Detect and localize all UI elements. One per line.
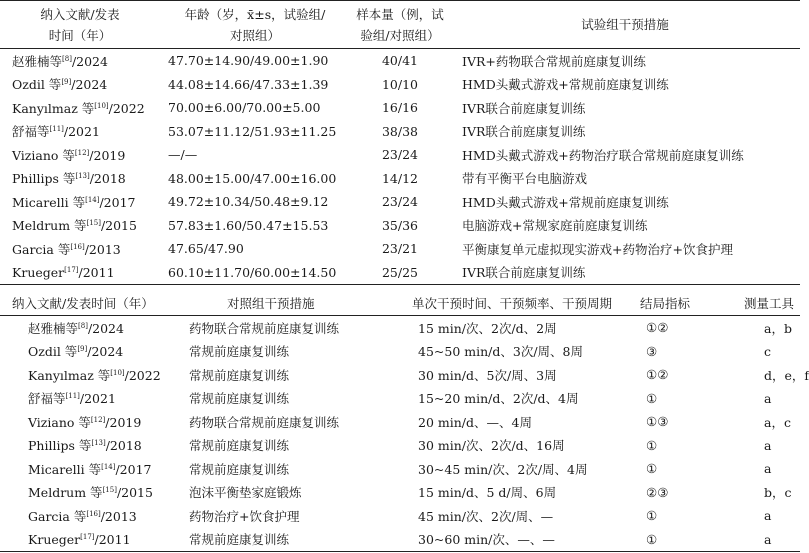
publication-year: /2015 [116, 485, 153, 501]
publication-year: /2018 [105, 438, 142, 454]
publication-year: /2018 [89, 171, 126, 187]
test-intervention-cell: HMD头戴式游戏+药物治疗联合常规前庭康复训练 [462, 147, 744, 163]
measurement-tool-cell: a [764, 437, 772, 453]
table-row [0, 481, 800, 505]
measurement-tool-cell: a [764, 461, 772, 477]
table-row [0, 316, 800, 340]
study-cell [0, 261, 160, 285]
author: Ozdil 等 [28, 344, 78, 360]
reference-marker: [9] [77, 345, 88, 354]
publication-year: /2017 [99, 194, 136, 210]
publication-year: /2019 [105, 414, 142, 430]
reference-marker: [15] [86, 219, 101, 228]
header-study: 纳入文献/发表 时间（年） [0, 1, 160, 49]
author: 赵雅楠等 [12, 53, 63, 69]
reference-marker: [14] [85, 195, 100, 204]
schedule-cell: 30~60 min/次、—、— [410, 528, 640, 552]
publication-year: /2013 [84, 241, 121, 257]
measurement-tool-cell: a [764, 390, 772, 406]
header-age: 年龄（岁，x̄±s，试验组/ 对照组） [160, 1, 350, 49]
sample-size-cell: 40/41 [381, 53, 419, 69]
reference-marker: [11] [49, 125, 64, 134]
header-sample: 样本量（例，试 验组/对照组） [350, 1, 450, 49]
study-cell [0, 214, 160, 238]
age-cell: 49.72±10.34/50.48±9.12 [168, 194, 329, 210]
header-outcome: 结局指标 [640, 290, 720, 316]
reference-marker: [8] [78, 321, 88, 330]
publication-year: /2011 [78, 264, 115, 280]
control-intervention-cell: 常规前庭康复训练 [185, 528, 410, 552]
table2-body [0, 316, 809, 552]
header-control-intervention: 对照组干预措施 [185, 290, 410, 316]
control-intervention-cell: 泡沫平衡垫家庭锻炼 [189, 485, 302, 501]
outcome-cell: ① [640, 528, 720, 552]
publication-year: /2013 [100, 508, 137, 524]
control-intervention-cell: 常规前庭康复训练 [189, 461, 290, 477]
table-row [0, 120, 800, 144]
control-intervention-cell: 常规前庭康复训练 [189, 438, 290, 454]
table-row [0, 237, 800, 261]
sample-size-cell: 10/10 [381, 76, 419, 92]
table-row [0, 504, 800, 528]
publication-year: /2021 [63, 124, 100, 140]
author: 赵雅楠等 [28, 320, 79, 336]
author: Micarelli 等 [12, 194, 86, 210]
author: Viziano 等 [12, 147, 75, 163]
study-cell [0, 143, 160, 167]
study-cell [0, 363, 185, 387]
publication-year: /2024 [71, 77, 108, 93]
study-cell [0, 410, 185, 434]
measurement-tool-cell: a，b [764, 320, 792, 336]
measurement-tool-cell: d，e，f [764, 367, 809, 383]
author: Kanyılmaz 等 [12, 100, 95, 116]
reference-marker: [16] [86, 509, 101, 518]
test-intervention-cell: HMD头戴式游戏+常规前庭康复训练 [462, 194, 669, 210]
publication-year: /2024 [71, 53, 108, 69]
sample-size-cell: 16/16 [381, 100, 419, 116]
age-cell: 57.83±1.60/50.47±15.53 [168, 217, 329, 233]
author: Krueger [12, 264, 65, 280]
study-cell [0, 528, 185, 552]
reference-marker: [15] [102, 486, 117, 495]
publication-year: /2011 [94, 531, 131, 547]
author: Micarelli 等 [28, 461, 102, 477]
measurement-tool-cell: c [764, 343, 772, 359]
schedule-cell: 30 min/d、5次/周、3周 [418, 367, 557, 383]
study-cell [0, 190, 160, 214]
publication-year: /2019 [89, 147, 126, 163]
sample-size-cell: 23/24 [381, 147, 419, 163]
test-intervention-cell: 电脑游戏+常规家庭前庭康复训练 [462, 218, 648, 234]
schedule-cell: 45~50 min/d、3次/周、8周 [418, 344, 583, 360]
publication-year: /2022 [124, 367, 161, 383]
control-intervention-cell: 常规前庭康复训练 [189, 344, 290, 360]
measurement-tool-cell: a [764, 508, 772, 524]
table2-header-row [0, 290, 800, 316]
publication-year: /2022 [108, 100, 145, 116]
table-row [0, 49, 800, 73]
sample-size-cell: 35/36 [381, 217, 419, 233]
table-row [0, 340, 800, 364]
outcome-cell: ③ [646, 343, 658, 359]
schedule-cell: 30~45 min/次、2次/周、4周 [418, 461, 588, 477]
study-cell [0, 316, 185, 340]
age-cell: 53.07±11.12/51.93±11.25 [168, 123, 337, 139]
table-row [0, 167, 800, 191]
reference-marker: [9] [61, 78, 72, 87]
control-intervention-cell: 药物联合常规前庭康复训练 [189, 320, 340, 336]
reference-marker: [13] [91, 439, 106, 448]
study-cell [0, 340, 185, 364]
table-row [0, 96, 800, 120]
table-row [0, 143, 800, 167]
header-test-intervention: 试验组干预措施 [450, 1, 800, 49]
publication-year: /2015 [100, 218, 137, 234]
study-cell [0, 387, 185, 411]
study-cell [0, 504, 185, 528]
table1-header-row [0, 1, 800, 49]
author: Meldrum 等 [28, 485, 103, 501]
header-schedule: 单次干预时间、干预频率、干预周期 [410, 290, 640, 316]
sample-size-cell: 38/38 [381, 123, 419, 139]
schedule-cell: 30 min/次、2次/d、16周 [418, 438, 565, 454]
study-cell [0, 434, 185, 458]
measurement-tool-cell: a [720, 528, 800, 552]
control-intervention-cell: 药物联合常规前庭康复训练 [189, 414, 340, 430]
table-row [0, 410, 800, 434]
reference-marker: [17] [64, 265, 79, 274]
reference-marker: [16] [70, 242, 85, 251]
author: 舒福等 [28, 391, 66, 407]
schedule-cell: 20 min/d、—、4周 [418, 414, 532, 430]
schedule-cell: 15 min/次、2次/d、2周 [418, 320, 557, 336]
study-cell [0, 237, 160, 261]
study-cell [0, 457, 185, 481]
table1-body [0, 49, 800, 285]
control-intervention-cell: 药物治疗+饮食护理 [189, 508, 300, 524]
author: Meldrum 等 [12, 218, 87, 234]
study-cell [0, 49, 160, 73]
publication-year: /2017 [115, 461, 152, 477]
test-intervention-cell: IVR联合前庭康复训练 [450, 261, 800, 285]
sample-size-cell: 23/21 [381, 241, 419, 257]
reference-marker: [10] [110, 368, 125, 377]
age-cell: —/— [168, 147, 198, 163]
measurement-tool-cell: b，c [764, 485, 792, 501]
reference-marker: [8] [62, 54, 72, 63]
outcome-cell: ①② [646, 367, 669, 383]
outcome-cell: ①② [646, 320, 669, 336]
reference-marker: [12] [90, 415, 106, 424]
reference-marker: [12] [74, 148, 90, 157]
control-intervention-cell: 常规前庭康复训练 [189, 367, 290, 383]
author: Phillips 等 [28, 438, 92, 454]
author: Krueger [28, 531, 81, 547]
table-row [0, 528, 800, 552]
age-cell: 47.65/47.90 [168, 241, 244, 257]
measurement-tool-cell: a，c [764, 414, 791, 430]
table-row [0, 261, 800, 285]
publication-year: /2024 [87, 344, 124, 360]
reference-marker: [14] [101, 462, 116, 471]
age-cell: 48.00±15.00/47.00±16.00 [168, 170, 337, 186]
table-row [0, 434, 800, 458]
test-intervention-cell: 带有平衡平台电脑游戏 [462, 171, 588, 187]
table-row [0, 457, 800, 481]
sample-size-cell: 23/24 [381, 194, 419, 210]
test-intervention-cell: IVR联合前庭康复训练 [462, 124, 586, 140]
author: Phillips 等 [12, 171, 76, 187]
sample-size-cell: 14/12 [381, 170, 419, 186]
test-intervention-cell: IVR+药物联合常规前庭康复训练 [462, 53, 646, 69]
table-row [0, 387, 800, 411]
table-row [0, 363, 800, 387]
age-cell: 44.08±14.66/47.33±1.39 [168, 76, 329, 92]
test-intervention-cell: IVR联合前庭康复训练 [462, 100, 586, 116]
table-row [0, 190, 800, 214]
study-cell [0, 167, 160, 191]
publication-year: /2024 [87, 320, 124, 336]
age-cell: 60.10±11.70/60.00±14.50 [160, 261, 350, 285]
publication-year: /2021 [79, 391, 116, 407]
age-cell: 47.70±14.90/49.00±1.90 [168, 53, 329, 69]
reference-marker: [13] [75, 172, 90, 181]
reference-marker: [10] [94, 101, 109, 110]
table-row [0, 214, 800, 238]
header-study-year: 纳入文献/发表时间（年） [0, 290, 185, 316]
study-cell [0, 481, 185, 505]
author: Kanyılmaz 等 [28, 367, 111, 383]
intervention-table-part2 [0, 290, 809, 552]
test-intervention-cell: HMD头戴式游戏+常规前庭康复训练 [462, 77, 669, 93]
author: Garcia 等 [12, 241, 71, 257]
header-tool: 测量工具 [720, 290, 800, 316]
outcome-cell: ②③ [646, 484, 669, 500]
outcome-cell: ①③ [646, 414, 669, 430]
outcome-cell: ① [646, 508, 658, 524]
study-cell [0, 73, 160, 97]
author: 舒福等 [12, 124, 50, 140]
author: Garcia 等 [28, 508, 87, 524]
age-cell: 70.00±6.00/70.00±5.00 [168, 100, 321, 116]
study-cell [0, 96, 160, 120]
outcome-cell: ① [646, 461, 658, 477]
author: Viziano 等 [28, 414, 91, 430]
study-cell [0, 120, 160, 144]
reference-marker: [17] [80, 532, 95, 541]
outcome-cell: ① [646, 437, 658, 453]
control-intervention-cell: 常规前庭康复训练 [189, 391, 290, 407]
sample-size-cell: 25/25 [350, 261, 450, 285]
schedule-cell: 45 min/次、2次/周、— [418, 508, 554, 524]
schedule-cell: 15~20 min/d、2次/d、4周 [418, 391, 579, 407]
table-row [0, 73, 800, 97]
reference-marker: [11] [65, 392, 80, 401]
schedule-cell: 15 min/d、5 d/周、6周 [418, 485, 557, 501]
author: Ozdil 等 [12, 77, 62, 93]
outcome-cell: ① [646, 390, 658, 406]
test-intervention-cell: 平衡康复单元虚拟现实游戏+药物治疗+饮食护理 [462, 241, 733, 257]
